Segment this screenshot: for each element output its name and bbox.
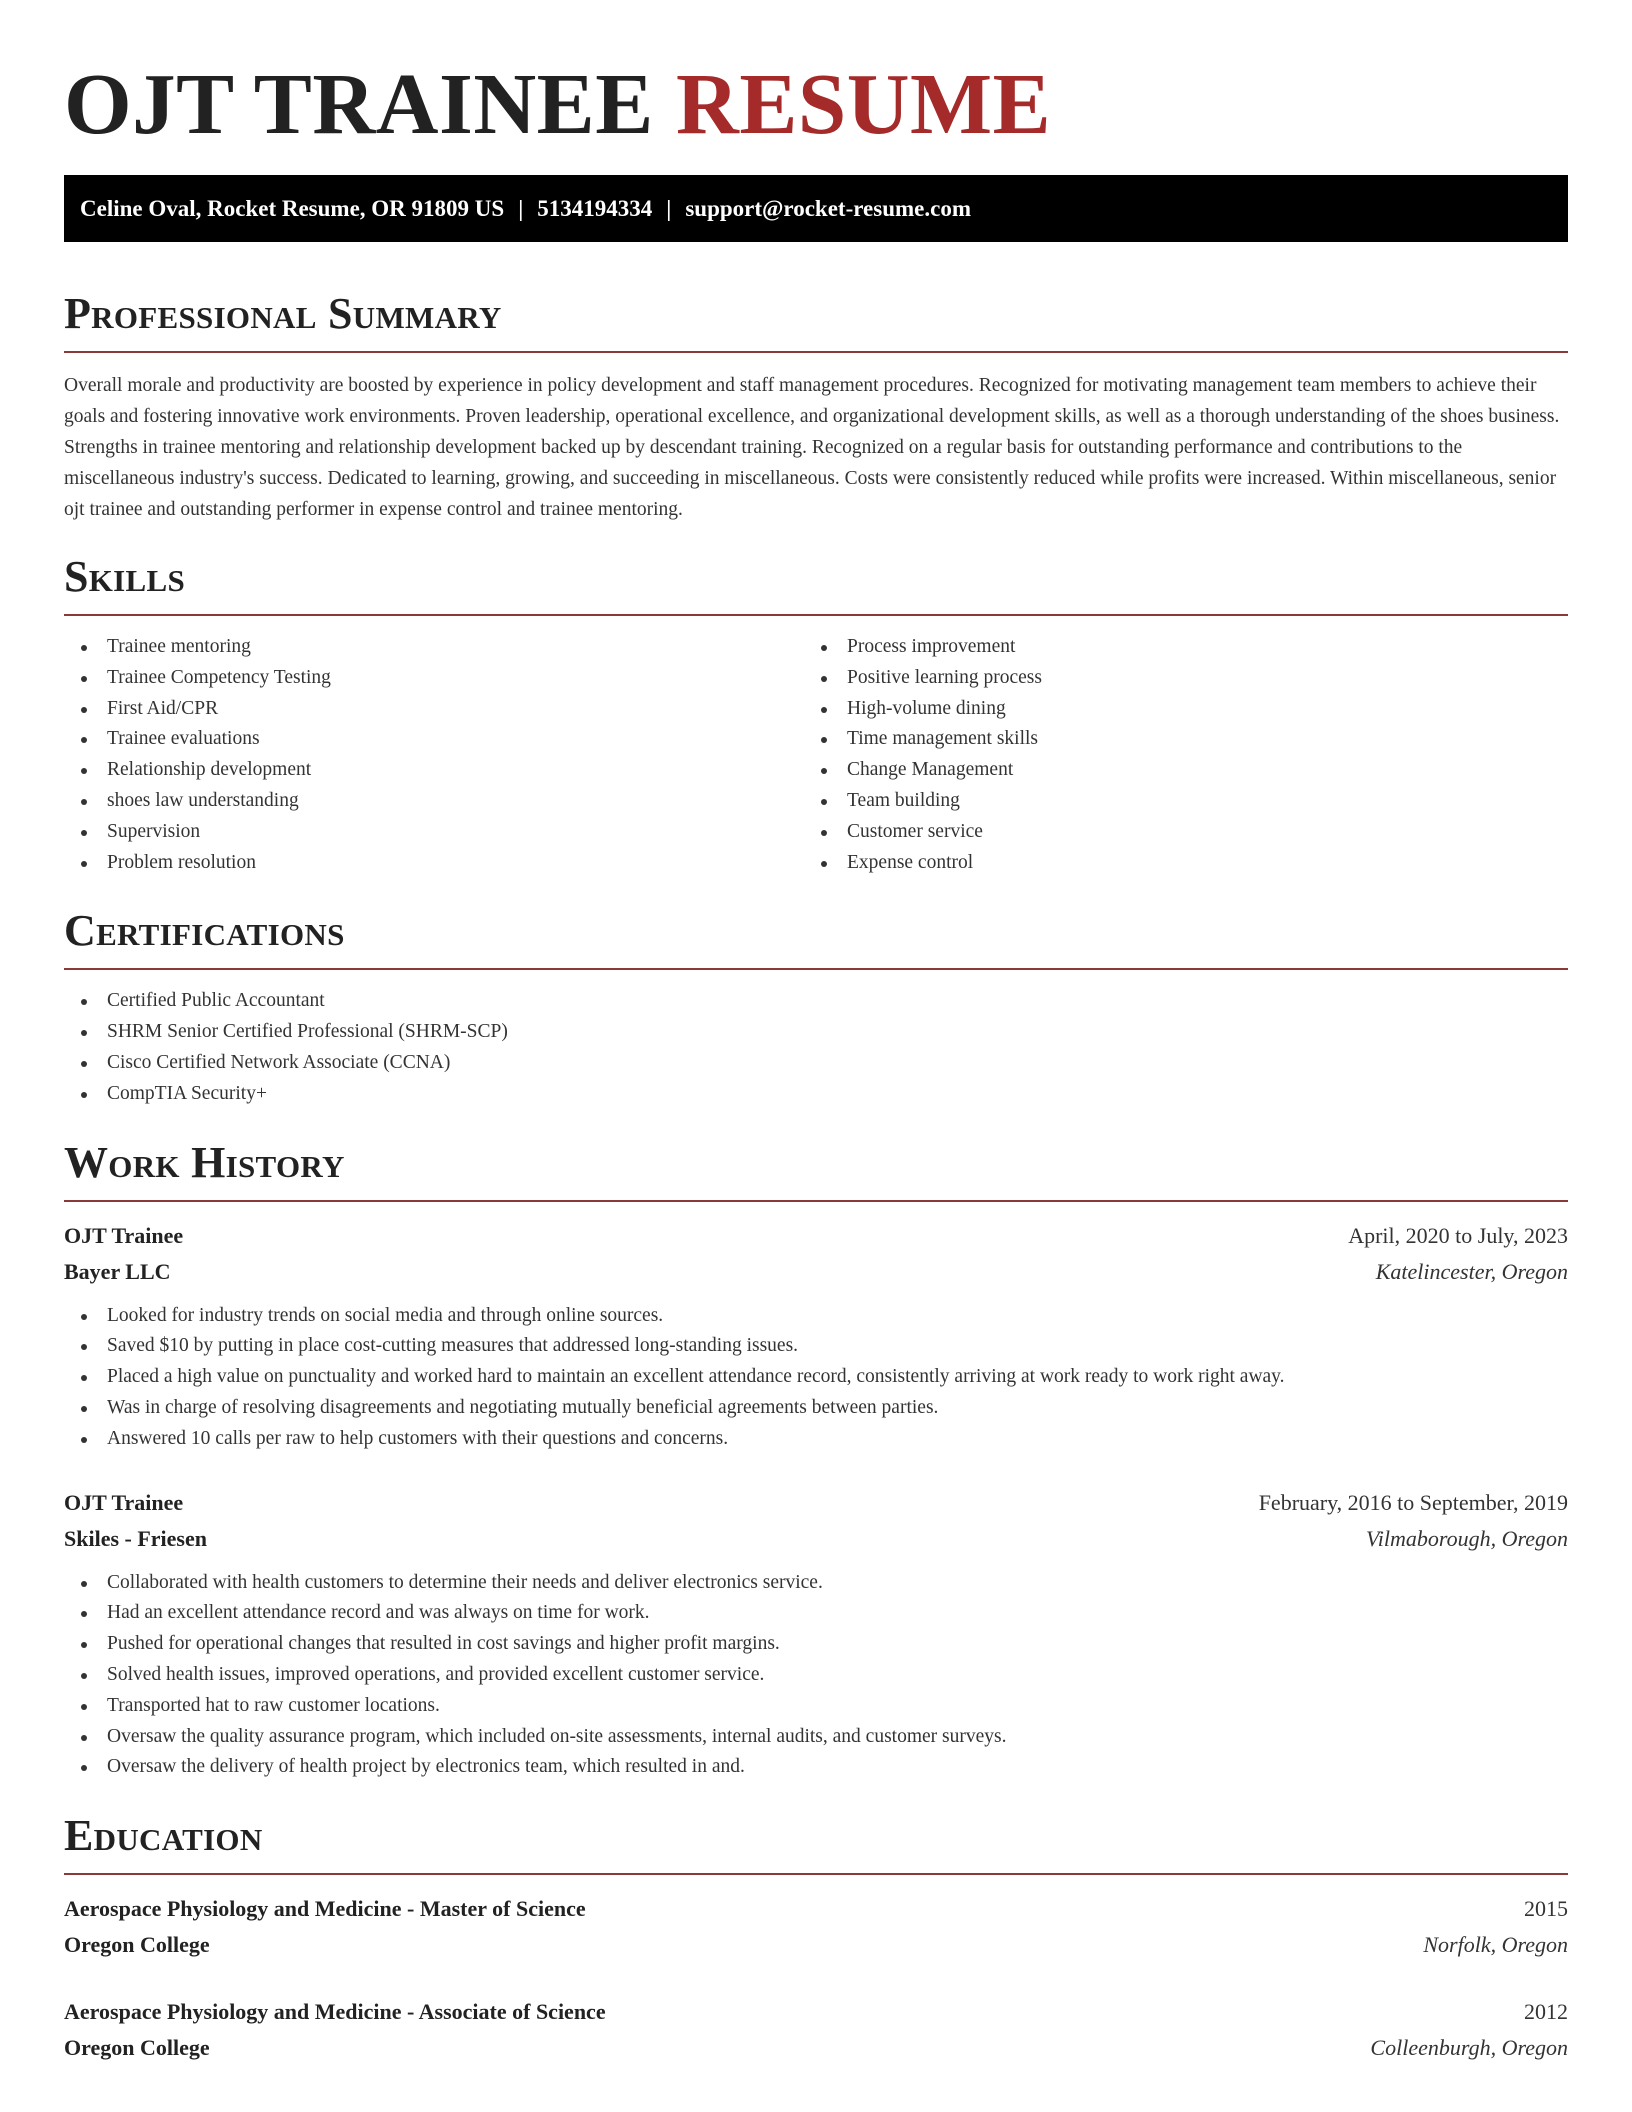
job-dates: April, 2020 to July, 2023 bbox=[1348, 1222, 1568, 1248]
education-year: 2012 bbox=[1524, 1999, 1568, 2025]
contact-separator: | bbox=[518, 196, 524, 221]
skill-item: Team building bbox=[804, 786, 1544, 817]
work-history-heading: Work History bbox=[64, 1137, 345, 1187]
certification-item: CompTIA Security+ bbox=[64, 1079, 1568, 1110]
skill-item: Positive learning process bbox=[804, 663, 1544, 694]
job-duty: Oversaw the delivery of health project by electronics team, which resulted in and. bbox=[64, 1752, 1568, 1783]
skills-grid bbox=[64, 632, 1568, 878]
skills-list-right bbox=[804, 632, 1544, 878]
contact-address: Celine Oval, Rocket Resume, OR 91809 US bbox=[80, 196, 505, 221]
education-degree: Aerospace Physiology and Medicine - Master of Science bbox=[64, 1896, 586, 1922]
skill-item: Expense control bbox=[804, 848, 1544, 879]
skill-item: First Aid/CPR bbox=[64, 694, 804, 725]
job-dates: February, 2016 to September, 2019 bbox=[1258, 1489, 1568, 1515]
title-main: OJT TRAINEE bbox=[64, 55, 654, 152]
skills-list-left bbox=[64, 632, 804, 878]
education-entry bbox=[64, 1994, 1568, 2066]
skill-item: Problem resolution bbox=[64, 848, 804, 879]
certifications-heading: Certifications bbox=[64, 906, 345, 956]
skill-item: High-volume dining bbox=[804, 694, 1544, 725]
section-divider bbox=[64, 968, 1568, 970]
job-duty: Saved $10 by putting in place cost-cutting measures that addressed long-standing issues. bbox=[64, 1331, 1568, 1362]
education-degree-row bbox=[64, 1891, 1568, 1927]
job-duty: Oversaw the quality assurance program, which included on-site assessments, internal audits, and customer surveys. bbox=[64, 1722, 1568, 1753]
education-location: Colleenburgh, Oregon bbox=[1370, 2035, 1568, 2061]
contact-phone[interactable]: 5134194334 bbox=[537, 196, 653, 221]
job-company-row bbox=[64, 1521, 1568, 1557]
section-divider bbox=[64, 614, 1568, 616]
work-history-section bbox=[64, 1138, 1568, 1784]
certification-item: SHRM Senior Certified Professional (SHRM-SCP) bbox=[64, 1017, 1568, 1048]
education-school-row bbox=[64, 1927, 1568, 1963]
skill-item: Change Management bbox=[804, 755, 1544, 786]
job-header-row bbox=[64, 1218, 1568, 1254]
section-divider bbox=[64, 351, 1568, 353]
certification-item: Certified Public Accountant bbox=[64, 986, 1568, 1017]
education-school-row bbox=[64, 2030, 1568, 2066]
job-duty: Looked for industry trends on social media and through online sources. bbox=[64, 1301, 1568, 1332]
job-title: OJT Trainee bbox=[64, 1222, 184, 1248]
certification-item: Cisco Certified Network Associate (CCNA) bbox=[64, 1048, 1568, 1079]
section-divider bbox=[64, 1200, 1568, 1202]
summary-text: Overall morale and productivity are boosted by experience in policy development and staff management procedures. Recognized for motivating management team members to achieve their goals and fostering innovative work environments. Proven leadership, operational excellence, and organizational development skills, as well as a thorough understanding of the shoes business. Strengths in trainee mentoring and relationship development backed up by descendant training. Recognized on a regular basis for outstanding performance and contributions to the miscellaneous industry's success. Dedicated to learning, growing, and succeeding in miscellaneous. Costs were consistently reduced while profits were increased. Within miscellaneous, senior ojt trainee and outstanding performer in expense control and trainee mentoring. bbox=[64, 375, 1560, 520]
education-location: Norfolk, Oregon bbox=[1423, 1932, 1568, 1958]
contact-separator: | bbox=[666, 196, 672, 221]
education-school: Oregon College bbox=[64, 2035, 210, 2061]
job-location: Katelincester, Oregon bbox=[1375, 1258, 1568, 1284]
contact-bar bbox=[64, 175, 1568, 242]
education-degree-row bbox=[64, 1994, 1568, 2030]
resume-title bbox=[64, 0, 1568, 150]
job-entry bbox=[64, 1485, 1568, 1784]
certifications-list bbox=[64, 986, 1568, 1109]
skill-item: Supervision bbox=[64, 817, 804, 848]
job-duties-list bbox=[64, 1568, 1568, 1784]
skills-heading: Skills bbox=[64, 552, 186, 601]
contact-email[interactable]: support@rocket-resume.com bbox=[685, 196, 971, 221]
job-duty: Transported hat to raw customer locations. bbox=[64, 1691, 1568, 1722]
job-duties-list bbox=[64, 1301, 1568, 1455]
education-entry bbox=[64, 1891, 1568, 1963]
job-duty: Placed a high value on punctuality and worked hard to maintain an excellent attendance record, consistently arriving at work ready to work right away. bbox=[64, 1362, 1568, 1393]
education-heading: Education bbox=[64, 1811, 263, 1861]
skills-section bbox=[64, 552, 1568, 878]
job-location: Vilmaborough, Oregon bbox=[1365, 1525, 1568, 1551]
job-duty: Collaborated with health customers to determine their needs and deliver electronics service. bbox=[64, 1568, 1568, 1599]
skill-item: shoes law understanding bbox=[64, 786, 804, 817]
job-title: OJT Trainee bbox=[64, 1489, 184, 1515]
summary-section bbox=[64, 289, 1568, 525]
education-degree: Aerospace Physiology and Medicine - Associate of Science bbox=[64, 1999, 606, 2025]
skill-item: Trainee Competency Testing bbox=[64, 663, 804, 694]
job-entry bbox=[64, 1218, 1568, 1455]
education-year: 2015 bbox=[1524, 1896, 1568, 1922]
title-accent: RESUME bbox=[675, 55, 1052, 152]
job-duty: Was in charge of resolving disagreements and negotiating mutually beneficial agreements between parties. bbox=[64, 1393, 1568, 1424]
job-company: Skiles - Friesen bbox=[64, 1525, 207, 1551]
skill-item: Time management skills bbox=[804, 724, 1544, 755]
skill-item: Process improvement bbox=[804, 632, 1544, 663]
job-duty: Solved health issues, improved operations, and provided excellent customer service. bbox=[64, 1660, 1568, 1691]
job-duty: Pushed for operational changes that resulted in cost savings and higher profit margins. bbox=[64, 1629, 1568, 1660]
job-duty: Answered 10 calls per raw to help customers with their questions and concerns. bbox=[64, 1424, 1568, 1455]
section-divider bbox=[64, 1873, 1568, 1875]
job-company: Bayer LLC bbox=[64, 1258, 171, 1284]
summary-heading: Professional Summary bbox=[64, 289, 502, 338]
skill-item: Trainee evaluations bbox=[64, 724, 804, 755]
certifications-section bbox=[64, 906, 1568, 1109]
skill-item: Trainee mentoring bbox=[64, 632, 804, 663]
education-school: Oregon College bbox=[64, 1932, 210, 1958]
skill-item: Relationship development bbox=[64, 755, 804, 786]
education-section bbox=[64, 1811, 1568, 2066]
skill-item: Customer service bbox=[804, 817, 1544, 848]
job-company-row bbox=[64, 1254, 1568, 1290]
job-header-row bbox=[64, 1485, 1568, 1521]
job-duty: Had an excellent attendance record and was always on time for work. bbox=[64, 1598, 1568, 1629]
